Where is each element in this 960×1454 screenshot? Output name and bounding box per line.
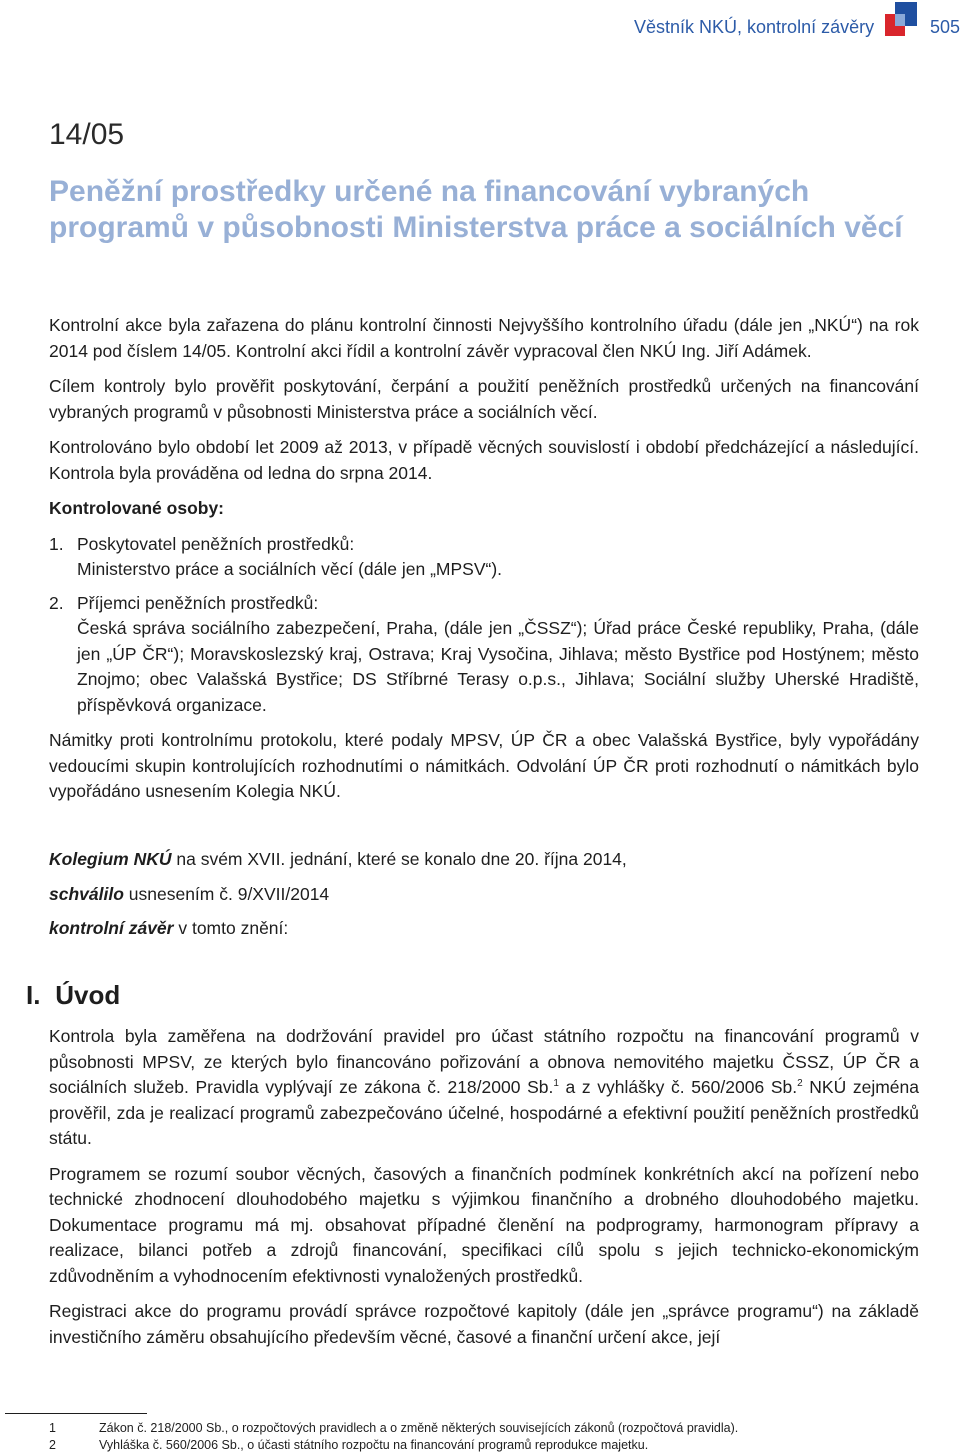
section-1-paragraph-2: Programem se rozumí soubor věcných, časových a finančních podmínek konkrétních akcí na pořízení nebo technické zhodnocení dlouhodobého majetku s výjimkou finančního a drobného dlouhodobého majetku. Dokumentace programu má mj. obsahovat případné členění na podprogramy, harmonogram přípravy a realizace, bilanci potřeb a zdrojů financování, specifikaci cílů spolu s jejich technicko-ekonomickým zdůvodněním a vyhodnocením efektivnosti vynaložených prostředků. [49, 1163, 919, 1286]
approved-label: schválilo [49, 883, 124, 904]
footnote-item [49, 1420, 738, 1437]
provider-body: Ministerstvo práce a sociálních věcí (dále jen „MPSV“). [77, 559, 503, 579]
intro-paragraph-3: Kontrolováno bylo období let 2009 až 2013, v případě věcných souvislostí i období předcházející a následující. Kontrola byla prováděna od ledna do srpna 2014. [49, 437, 919, 483]
approval-block [49, 847, 919, 942]
approval-line-2 [49, 882, 919, 908]
list-item-number: 2. [49, 592, 64, 613]
approval-line-2-text: usnesením č. 9/XVII/2014 [123, 883, 330, 904]
logo-overlap-square [895, 14, 905, 26]
intro-paragraph-2: Cílem kontroly bylo prověřit poskytování, čerpání a použití peněžních prostředků určených na financování vybraných programů v působnosti Ministerstva práce a sociálních věcí. [49, 376, 919, 422]
conclusion-label: kontrolní závěr [49, 918, 174, 938]
section-1-paragraph-1-part-a: Kontrola byla zaměřena na dodržování pravidel pro účast státního rozpočtu na financování programů v působnosti MPSV, ze kterých bylo financováno pořizování a obnova nemovitého majetku ČSSZ, ÚP ČR a sociálních služeb. Pravidla vyplývají ze zákona č. 218/2000 Sb. [49, 1026, 919, 1097]
approval-line-1-text: na svém XVII. jednání, které se konalo dne 20. října 2014, [171, 849, 627, 869]
footnote-ref-2[interactable]: 2 [797, 1078, 803, 1090]
approval-line-1 [49, 847, 919, 873]
section-1-paragraph-1 [49, 1024, 919, 1152]
recipients-body: Česká správa sociálního zabezpečení, Praha, (dále jen „ČSSZ“); Úřad práce České republiky, Praha, (dále jen „ÚP ČR“); Moravskoslezský kraj, Ostrava; Kraj Vysočina, Jihlava; město Bystřice pod Hostýnem; město Znojmo; obec Valašská Bystřice; DS Stříbrné Terasy o.p.s., Jihlava; Sociální služby Uherské Hradiště, příspěvková organizace. [77, 618, 919, 715]
kolegium-label: Kolegium NKÚ [49, 849, 172, 869]
footnote-text: Zákon č. 218/2000 Sb., o rozpočtových pravidlech a o změně některých souvisejících zákonů (rozpočtová pravidla). [99, 1421, 739, 1435]
list-item-recipients [49, 591, 919, 719]
footnote-item [49, 1437, 738, 1454]
document-number: 14/05 [49, 118, 125, 151]
approval-line-3-text: v tomto znění: [173, 918, 289, 938]
approval-line-3 [49, 916, 919, 942]
list-item-provider [49, 532, 919, 583]
section-title: Úvod [55, 980, 121, 1010]
footnotes [49, 1420, 738, 1454]
page-number: 505 [930, 17, 960, 37]
list-item-number: 1. [49, 533, 64, 554]
section-1-body [49, 1024, 919, 1360]
provider-title: Poskytovatel peněžních prostředků: [77, 533, 355, 554]
footnote-ref-1[interactable]: 1 [553, 1078, 559, 1090]
document-title: Peněžní prostředky určené na financování vybraných programů v působnosti Ministerstva práce a sociálních věcí [49, 175, 903, 244]
footnote-number: 1 [49, 1421, 56, 1435]
intro-paragraph-1: Kontrolní akce byla zařazena do plánu kontrolní činnosti Nejvyššího kontrolního úřadu (dále jen „NKÚ“) na rok 2014 pod číslem 14/05. Kontrolní akci řídil a kontrolní závěr vypracoval člen NKÚ Ing. Jiří Adámek. [49, 315, 919, 361]
footnote-number: 2 [49, 1438, 56, 1452]
nku-logo [885, 2, 919, 38]
objections-paragraph: Námitky proti kontrolnímu protokolu, které podaly MPSV, ÚP ČR a obec Valašská Bystřice, byly vypořádány vedoucími skupin kontrolujících rozhodnutími o námitkách. Odvolání ÚP ČR proti rozhodnutí o námitkách bylo vypořádáno usnesením Kolegia NKÚ. [49, 730, 919, 801]
section-1-paragraph-1-part-c: NKÚ zejména prověřil, zda je realizací programů zabezpečováno účelné, hospodárné a efektivní použití peněžních prostředků státu. [49, 1077, 919, 1148]
section-heading [26, 980, 120, 1011]
section-1-paragraph-1-part-b: a z vyhlášky č. 560/2006 Sb. [558, 1077, 798, 1097]
section-1-paragraph-3: Registraci akce do programu provádí správce rozpočtové kapitoly (dále jen „správce programu“) na základě investičního záměru obsahujícího především věcné, časové a finanční určení akce, její [49, 1301, 919, 1347]
recipients-title: Příjemci peněžních prostředků: [77, 592, 319, 613]
controlled-persons-heading: Kontrolované osoby: [49, 498, 225, 518]
running-header-title: Věstník NKÚ, kontrolní závěry [634, 17, 875, 37]
intro-section [49, 313, 919, 815]
section-roman-numeral: I. [26, 980, 41, 1010]
footnote-separator [5, 1413, 147, 1414]
footnote-text: Vyhláška č. 560/2006 Sb., o účasti státního rozpočtu na financování programů reprodukce majetku. [99, 1438, 649, 1452]
